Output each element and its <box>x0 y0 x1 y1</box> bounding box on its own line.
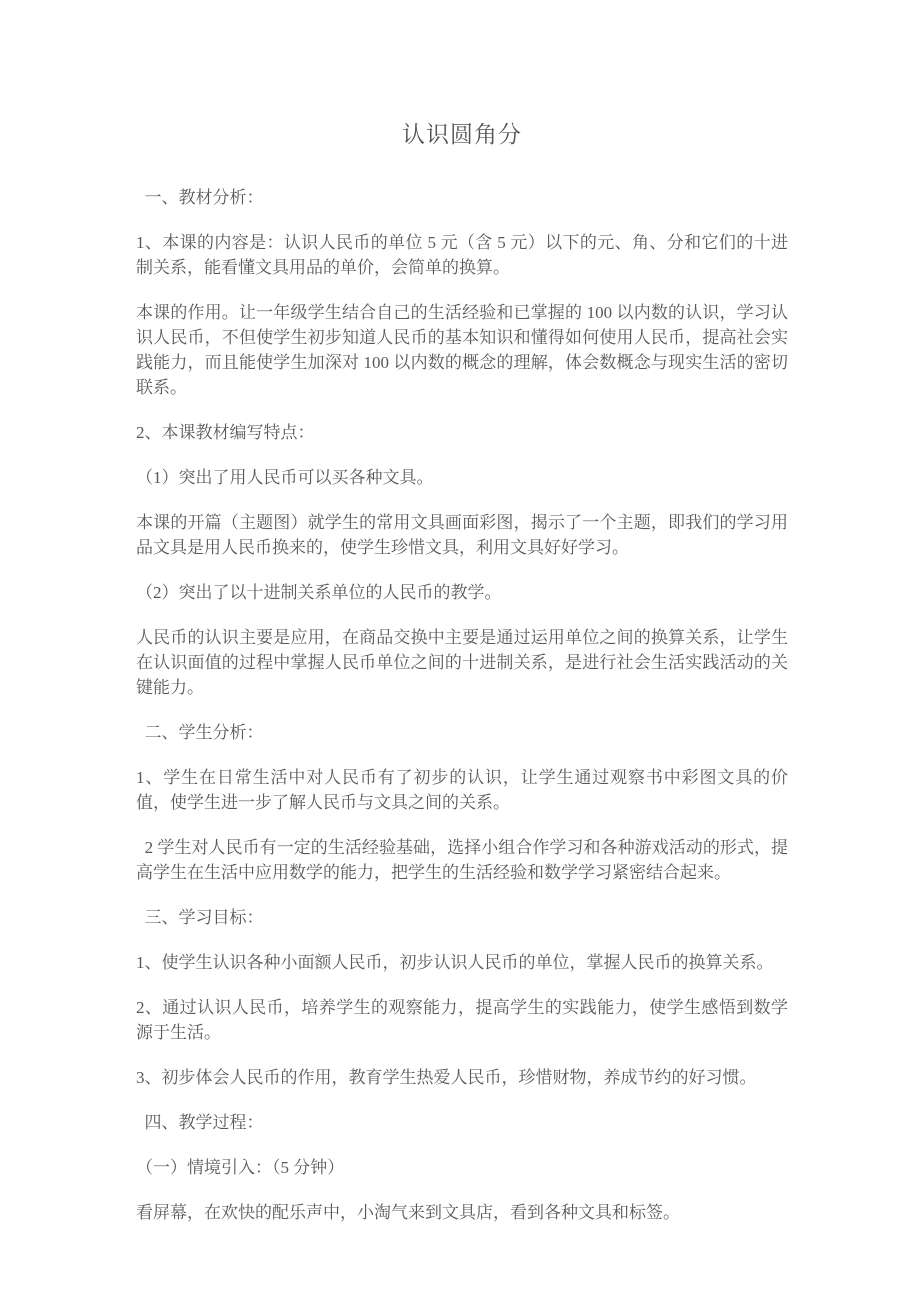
paragraph-lesson-content: 1、本课的内容是：认识人民币的单位 5 元（含 5 元）以下的元、角、分和它们的十进制关系，能看懂文具用品的单价，会简单的换算。 <box>136 233 788 277</box>
paragraph-feature-2: （2）突出了以十进制关系单位的人民币的教学。 <box>136 583 502 602</box>
paragraph-feature-1: （1）突出了用人民币可以买各种文具。 <box>136 468 434 487</box>
paragraph-student-2: 2 学生对人民币有一定的生活经验基础，选择小组合作学习和各种游戏活动的形式，提高学生在生活中应用数学的能力，把学生的生活经验和数学学习紧密结合起来。 <box>136 838 789 882</box>
paragraph-intro-step: （一）情境引入：（5 分钟） <box>136 1158 345 1177</box>
section-heading-student-analysis: 二、学生分析： <box>136 723 264 742</box>
paragraph-goal-1: 1、使学生认识各种小面额人民币，初步认识人民币的单位，掌握人民币的换算关系。 <box>136 953 774 972</box>
paragraph-student-1: 1、学生在日常生活中对人民币有了初步的认识，让学生通过观察书中彩图文具的价值，使学生进一步了解人民币与文具之间的关系。 <box>136 768 788 812</box>
paragraph-lesson-role: 本课的作用。让一年级学生结合自己的生活经验和已掌握的 100 以内数的认识，学习认识人民币，不但使学生初步知道人民币的基本知识和懂得如何使用人民币，提高社会实践能力，而且能使学生加深对 100 以内数的概念的理解，体会数概念与现实生活的密切联系。 <box>136 303 788 397</box>
paragraph-goal-3: 3、初步体会人民币的作用，教育学生热爱人民币，珍惜财物，养成节约的好习惯。 <box>136 1068 757 1087</box>
paragraph-feature-2-detail: 人民币的认识主要是应用，在商品交换中主要是通过运用单位之间的换算关系，让学生在认识面值的过程中掌握人民币单位之间的十进制关系，是进行社会生活实践活动的关键能力。 <box>136 628 788 697</box>
paragraph-textbook-features: 2、本课教材编写特点： <box>136 423 315 442</box>
paragraph-feature-1-detail: 本课的开篇（主题图）就学生的常用文具画面彩图，揭示了一个主题，即我们的学习用品文具是用人民币换来的，使学生珍惜文具，利用文具好好学习。 <box>136 513 788 557</box>
section-heading-teaching-process: 四、教学过程： <box>136 1113 264 1132</box>
paragraph-goal-2: 2、通过认识人民币，培养学生的观察能力，提高学生的实践能力，使学生感悟到数学源于生活。 <box>136 998 788 1042</box>
paragraph-intro-detail: 看屏幕，在欢快的配乐声中，小淘气来到文具店，看到各种文具和标签。 <box>136 1203 680 1222</box>
section-heading-material-analysis: 一、教材分析： <box>136 188 264 207</box>
section-heading-learning-goals: 三、学习目标： <box>136 908 264 927</box>
document-title: 认识圆角分 <box>402 122 522 147</box>
